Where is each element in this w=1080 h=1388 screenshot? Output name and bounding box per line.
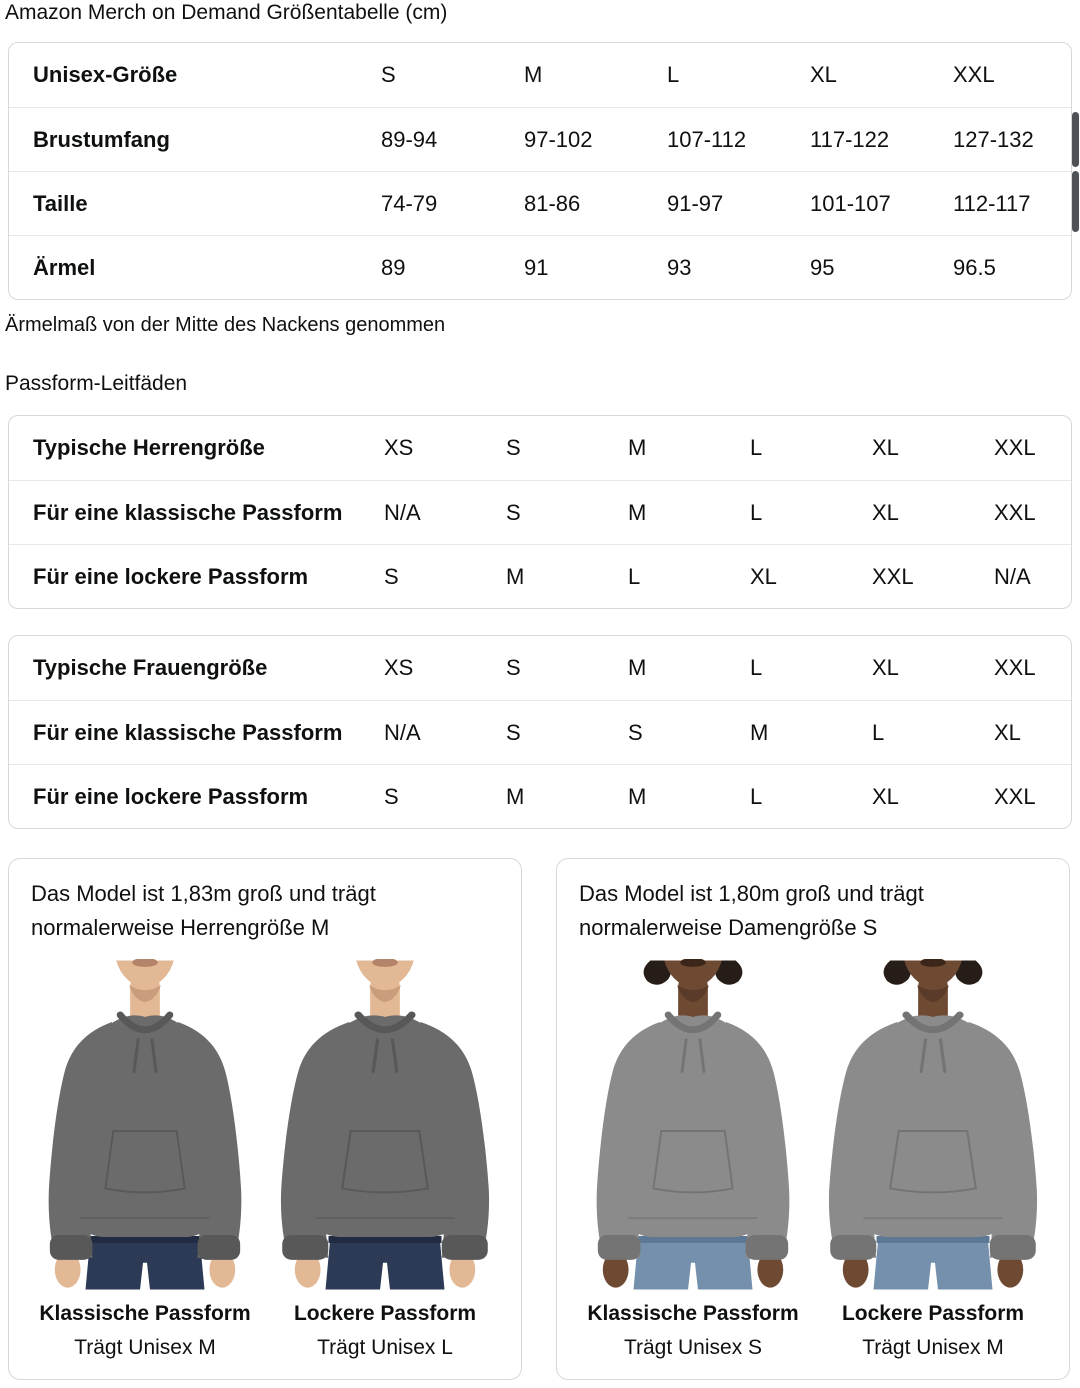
model-photo-illustration (271, 959, 499, 1291)
size-cell: S (506, 435, 521, 460)
sleeve-measurement-note: Ärmelmaß von der Mitte des Nackens genommen (5, 314, 446, 336)
fit-guides-heading: Passform-Leitfäden (5, 372, 188, 395)
size-cell: S (381, 62, 396, 87)
size-cell: M (628, 783, 647, 809)
row-label: Typische Frauengröße (33, 655, 268, 680)
size-cell: XS (384, 435, 414, 460)
model-description: Das Model ist 1,80m groß und trägt normalerweise Damengröße S (579, 881, 924, 940)
scrollbar-thumb-segment (1072, 112, 1079, 167)
size-cell: S (384, 563, 399, 589)
size-cell: XXL (872, 563, 914, 589)
table-row (9, 107, 1071, 171)
size-cell: L (750, 435, 763, 460)
unisex-size-table (8, 42, 1072, 300)
model-photo (271, 959, 499, 1291)
table-row (9, 43, 1071, 107)
size-cell: L (628, 563, 641, 589)
size-cell: 89 (381, 254, 406, 280)
size-cell: XXL (994, 655, 1036, 680)
size-worn-label: Trägt Unisex S (623, 1336, 763, 1359)
size-cell: S (506, 655, 521, 680)
model-photo-illustration (819, 959, 1047, 1291)
model-photo (819, 959, 1047, 1291)
size-cell: L (750, 783, 763, 809)
size-cell: XL (810, 62, 837, 87)
row-label: Taille (33, 190, 88, 216)
model-photo (31, 959, 259, 1291)
table-row (9, 764, 1071, 828)
size-cell: 91 (524, 254, 549, 280)
size-cell: 81-86 (524, 190, 581, 216)
size-cell: L (872, 719, 885, 745)
row-label: Unisex-Größe (33, 62, 178, 87)
size-cell: XL (872, 783, 899, 809)
mens-model-card (8, 858, 522, 1380)
size-cell: XXL (994, 435, 1036, 460)
size-cell: XXL (994, 499, 1036, 525)
model-figure-loose (819, 959, 1047, 1363)
fit-label: Lockere Passform (293, 1302, 477, 1325)
size-cell: M (628, 499, 647, 525)
size-cell: 112-117 (953, 190, 1031, 216)
model-cards (8, 858, 1070, 1380)
size-cell: N/A (384, 499, 421, 525)
size-cell: M (750, 719, 769, 745)
model-photo (579, 959, 807, 1291)
model-photo-illustration (31, 959, 259, 1291)
size-cell: 101-107 (810, 190, 891, 216)
mens-fit-table (8, 415, 1072, 609)
fit-label: Lockere Passform (841, 1302, 1025, 1325)
size-cell: 97-102 (524, 126, 593, 152)
size-cell: S (628, 719, 643, 745)
womens-model-card (556, 858, 1070, 1380)
size-cell: L (667, 62, 680, 87)
size-cell: N/A (384, 719, 421, 745)
model-figure-loose (271, 959, 499, 1363)
model-photo-illustration (579, 959, 807, 1291)
row-label: Für eine lockere Passform (33, 563, 309, 589)
size-cell: XXL (994, 783, 1036, 809)
scrollbar-thumb[interactable] (1072, 112, 1079, 232)
size-cell: 89-94 (381, 126, 438, 152)
table-row (9, 544, 1071, 608)
table-row (9, 636, 1071, 700)
size-cell: M (506, 783, 525, 809)
size-cell: M (524, 62, 543, 87)
fit-label: Klassische Passform (39, 1302, 251, 1325)
table-row (9, 700, 1071, 764)
size-cell: M (628, 435, 647, 460)
size-cell: XL (872, 655, 899, 680)
fit-label: Klassische Passform (587, 1302, 799, 1325)
size-cell: XL (872, 499, 899, 525)
size-worn-label: Trägt Unisex M (74, 1336, 216, 1359)
size-cell: 107-112 (667, 126, 747, 152)
size-cell: N/A (994, 563, 1031, 589)
size-cell: 74-79 (381, 190, 438, 216)
scrollbar-thumb-segment (1072, 171, 1079, 232)
row-label: Typische Herrengröße (33, 435, 265, 460)
row-label: Für eine klassische Passform (33, 499, 343, 525)
model-description: Das Model ist 1,83m groß und trägt normalerweise Herrengröße M (31, 881, 376, 940)
row-label: Brustumfang (33, 126, 170, 152)
size-cell: M (628, 655, 647, 680)
size-worn-label: Trägt Unisex M (862, 1336, 1004, 1359)
size-cell: XL (750, 563, 777, 589)
size-cell: 96.5 (953, 254, 996, 280)
womens-fit-table (8, 635, 1072, 829)
size-cell: XL (872, 435, 899, 460)
size-cell: XS (384, 655, 414, 680)
row-label: Für eine klassische Passform (33, 719, 343, 745)
model-figure-classic (31, 959, 259, 1363)
size-cell: L (750, 655, 763, 680)
table-row (9, 480, 1071, 544)
size-cell: S (384, 783, 399, 809)
row-label: Für eine lockere Passform (33, 783, 309, 809)
model-figure-classic (579, 959, 807, 1363)
size-cell: S (506, 499, 521, 525)
page-title: Amazon Merch on Demand Größentabelle (cm) (5, 1, 448, 24)
size-cell: 93 (667, 254, 692, 280)
size-cell: M (506, 563, 525, 589)
row-label: Ärmel (33, 254, 96, 280)
size-cell: 117-122 (810, 126, 890, 152)
size-cell: L (750, 499, 763, 525)
table-row (9, 416, 1071, 480)
table-row (9, 171, 1071, 235)
size-worn-label: Trägt Unisex L (317, 1336, 453, 1359)
size-cell: XXL (953, 62, 995, 87)
size-cell: 95 (810, 254, 835, 280)
size-cell: 127-132 (953, 126, 1034, 152)
size-cell: 91-97 (667, 190, 724, 216)
size-cell: S (506, 719, 521, 745)
table-row (9, 235, 1071, 299)
size-cell: XL (994, 719, 1021, 745)
